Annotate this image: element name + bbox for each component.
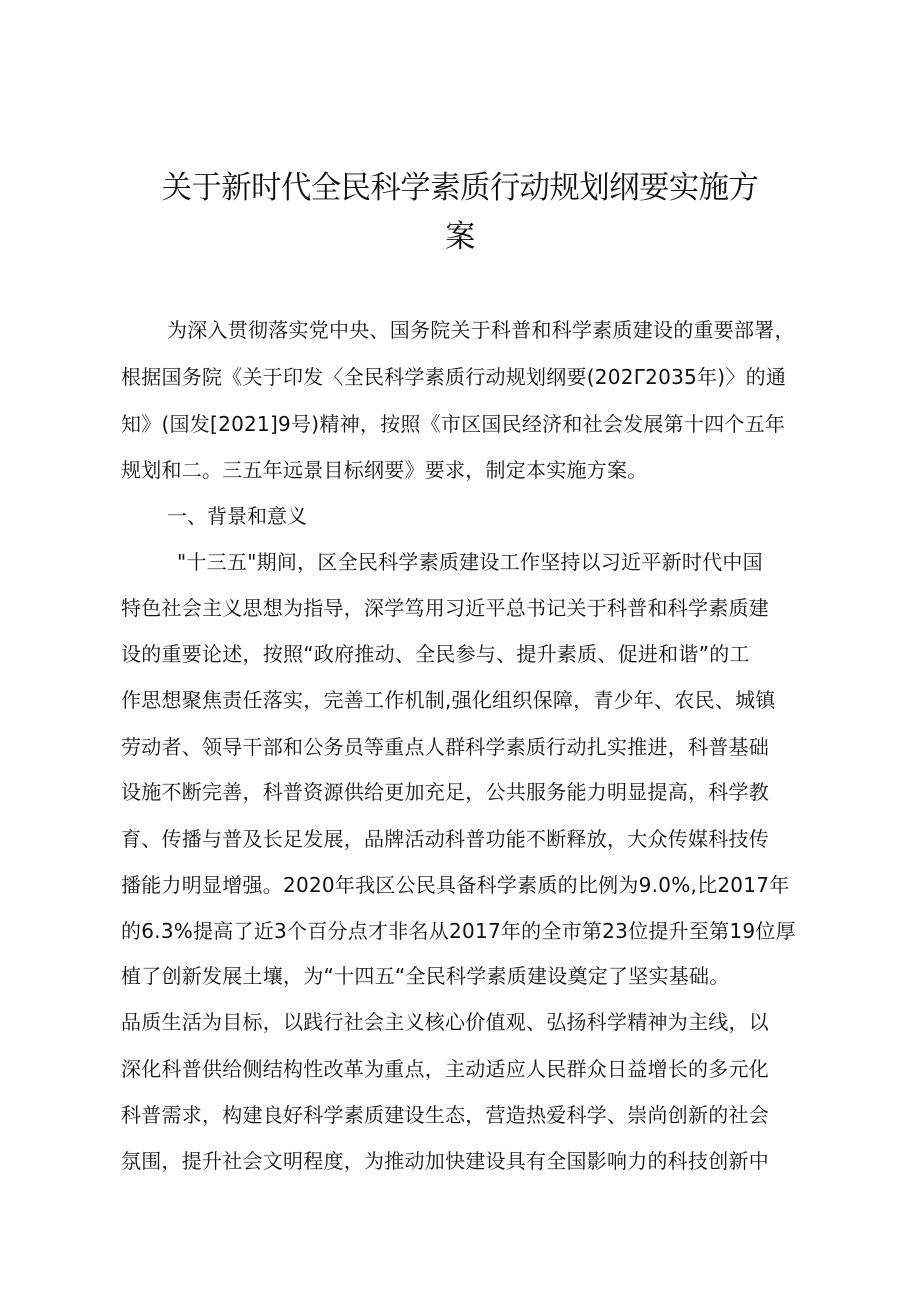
section-line-6: 设施不断完善，科普资源供给更加充足，公共服务能力明显提高，科学教 bbox=[121, 780, 769, 804]
section-heading-background: 一、背景和意义 bbox=[167, 504, 307, 528]
section-line-8: 播能力明显增强。2020年我区公民具备科学素质的比例为9.0%,比2017年 bbox=[121, 873, 790, 897]
section-line-2: 特色社会主义思想为指导，深学笃用习近平总书记关于科普和科学素质建 bbox=[121, 596, 769, 620]
intro-line-3: 知》(国发[2021]9号)精神，按照《市区国民经济和社会发展第十四个五年 bbox=[121, 412, 786, 436]
section-line-1: "十三五"期间，区全民科学素质建设工作坚持以习近平新时代中国 bbox=[177, 550, 763, 574]
section-line-5: 劳动者、领导干部和公务员等重点人群科学素质行动扎实推进，科普基础 bbox=[121, 735, 769, 759]
section-line-9: 的6.3%提高了近3个百分点才非名从2017年的全市第23位提升至第19位厚 bbox=[121, 919, 796, 943]
section-line-4: 作思想聚焦责任落实，完善工作机制,强化组织保障，青少年、农民、城镇 bbox=[121, 688, 776, 712]
intro-line-4: 规划和二。三五年远景目标纲要》要求，制定本实施方案。 bbox=[121, 458, 648, 482]
intro-line-2: 根据国务院《关于印发〈全民科学素质行动规划纲要(202Γ2035年)〉的通 bbox=[121, 365, 787, 389]
section-line-11: 品质生活为目标，以践行社会主义核心价值观、弘扬科学精神为主线，以 bbox=[121, 1010, 769, 1034]
section-line-12: 深化科普供给侧结构性改革为重点，主动适应人民群众日益增长的多元化 bbox=[121, 1057, 769, 1081]
section-line-7: 育、传播与普及长足发展，品牌活动科普功能不断释放，大众传媒科技传 bbox=[121, 827, 769, 851]
section-line-13: 科普需求，构建良好科学素质建设生态，营造热爱科学、崇尚创新的社会 bbox=[121, 1103, 769, 1127]
document-title-line-2: 案 bbox=[445, 219, 475, 255]
section-line-3: 设的重要论述，按照“政府推动、全民参与、提升素质、促进和谐”的工 bbox=[121, 642, 750, 666]
section-line-14: 氛围，提升社会文明程度，为推动加快建设具有全国影响力的科技创新中 bbox=[121, 1149, 769, 1173]
intro-line-1: 为深入贯彻落实党中央、国务院关于科普和科学素质建设的重要部署， bbox=[167, 318, 795, 342]
section-line-10: 植了创新发展土壤，为“十四五“全民科学素质建设奠定了坚实基础。 bbox=[121, 964, 730, 988]
document-title-line-1: 关于新时代全民科学素质行动规划纲要实施方 bbox=[161, 170, 759, 206]
